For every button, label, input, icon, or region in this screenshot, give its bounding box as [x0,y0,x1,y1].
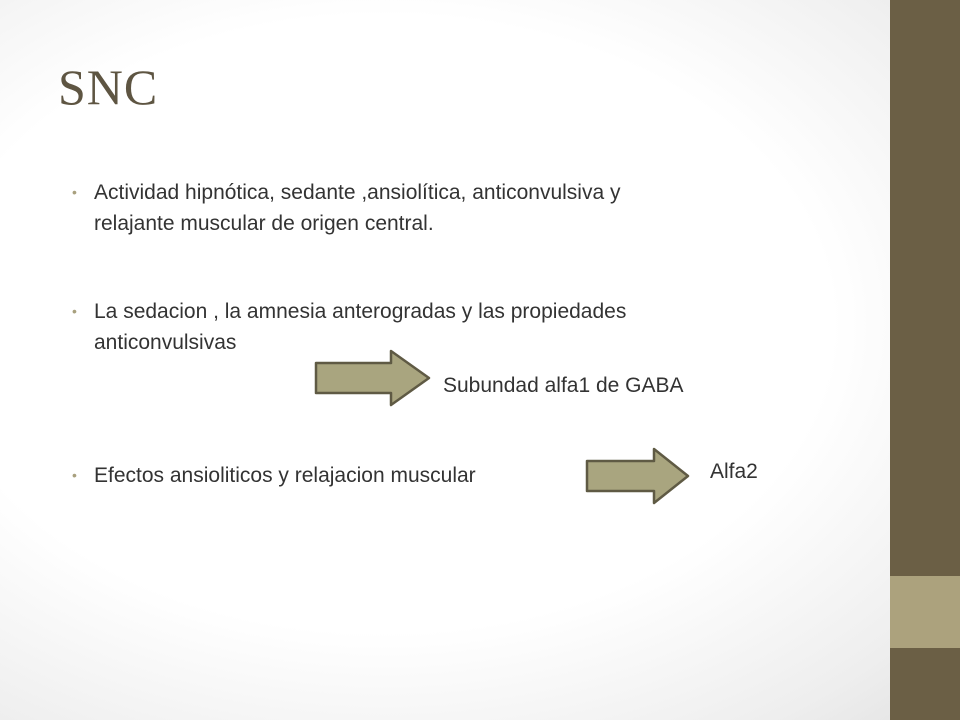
bullet-2-text [94,296,834,358]
target-alfa2: Alfa2 [710,460,758,483]
target-alfa1: Subundad alfa1 de GABA [443,374,684,397]
bullet-1-text [94,177,834,239]
right-arrow-icon [584,446,692,506]
bullet-2-line-2: anticonvulsivas [94,331,237,354]
bullet-dot-icon: • [72,184,77,200]
bullet-1-line-2: relajante muscular de origen central. [94,212,434,235]
bullet-dot-icon: • [72,303,77,319]
slide-title: SNC [58,59,159,115]
right-arrow-icon [313,348,433,408]
bullet-3-line-1: Efectos ansioliticos y relajacion muscular [94,464,476,487]
sidebar-accent-band [890,576,960,648]
bullet-2-line-1: La sedacion , la amnesia anterogradas y las propiedades [94,300,627,323]
bullet-dot-icon: • [72,467,77,483]
bullet-1-line-1: Actividad hipnótica, sedante ,ansiolítica, anticonvulsiva y [94,181,621,204]
slide-sidebar [890,0,960,720]
